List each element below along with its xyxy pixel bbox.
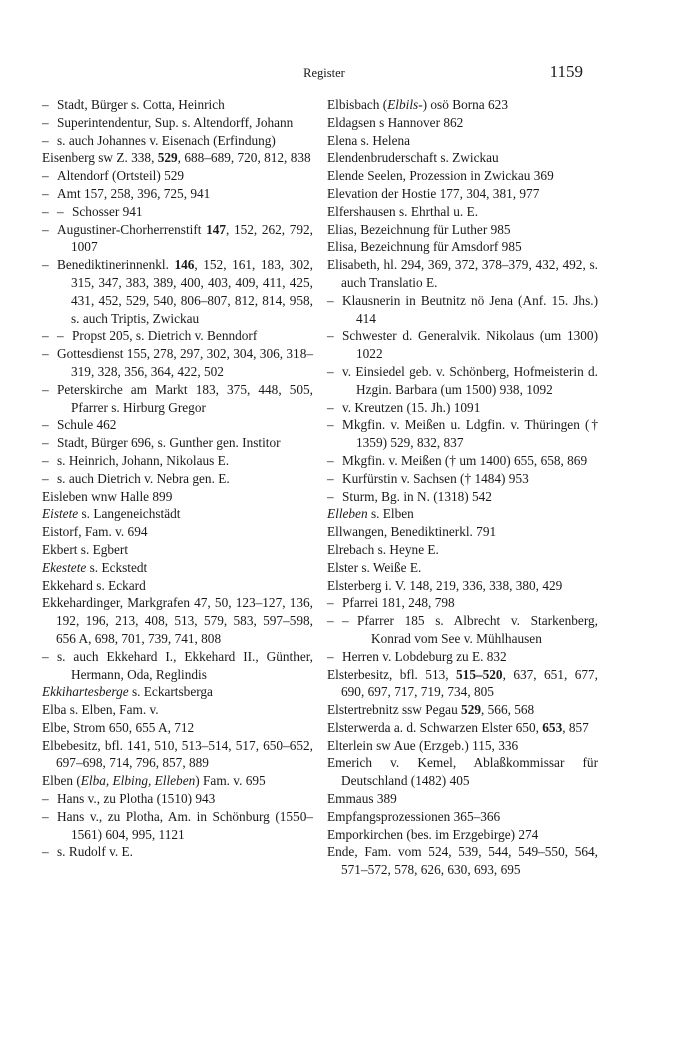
index-subentry — [327, 416, 598, 452]
index-subentry — [42, 434, 313, 452]
index-subentry — [42, 470, 313, 488]
entry-text: Elterlein sw Aue (Erzgeb.) 115, 336 — [327, 737, 519, 753]
entry-text: Emporkirchen (bes. im Erzgebirge) 274 — [327, 826, 539, 842]
subentry-dash: – — [327, 417, 334, 433]
index-entry — [327, 203, 598, 221]
entry-text: Stadt, Bürger s. Cotta, Heinrich — [57, 97, 225, 112]
index-entry — [42, 701, 313, 719]
entry-text: Elevation der Hostie 177, 304, 381, 977 — [327, 185, 540, 201]
entry-text: , 637, 651, 677, 690, 697, 717, 719, 734, 805 — [341, 666, 598, 700]
index-subentry — [42, 452, 313, 470]
index-subentry — [327, 612, 598, 648]
index-subentry — [327, 327, 598, 363]
index-entry — [42, 683, 313, 701]
entry-text: v. Kreutzen (15. Jh.) 1091 — [342, 399, 481, 415]
entry-text: Amt 157, 258, 396, 725, 941 — [57, 185, 211, 201]
entry-text: Ekbert s. Egbert — [42, 541, 129, 557]
entry-text: Schwester d. Generalvik. Nikolaus (um 1300) 1022 — [342, 328, 598, 362]
index-subentry — [42, 203, 313, 221]
entry-text: s. auch Johannes v. Eisenach (Erfindung) — [57, 132, 276, 148]
entry-text: ) osö Borna 623 — [422, 97, 508, 112]
index-subentry — [327, 399, 598, 417]
subentry-dash: – — [42, 132, 49, 148]
index-subentry — [42, 345, 313, 381]
index-entry — [42, 149, 313, 167]
index-entry — [327, 577, 598, 595]
entry-text: Hans v., zu Plotha (1510) 943 — [57, 791, 216, 807]
bold-reference: 529 — [461, 702, 481, 718]
entry-text: Hans v., zu Plotha, Am. in Schönburg (1550–1561) 604, 995, 1121 — [57, 808, 313, 842]
entry-text: Elbisbach ( — [327, 97, 388, 112]
entry-text: Ende, Fam. vom 524, 539, 544, 549–550, 564, 571–572, 578, 626, 630, 693, 695 — [327, 844, 598, 878]
index-entry — [327, 843, 598, 879]
bold-reference: 653 — [542, 719, 563, 735]
entry-text: Klausnerin in Beutnitz nö Jena (Anf. 15. Jhs.) 414 — [342, 292, 598, 326]
subentry-dash: – — [42, 470, 49, 486]
entry-text: Propst 205, s. Dietrich v. Benndorf — [72, 328, 258, 344]
subentry-dash: – — [57, 328, 64, 344]
index-entry — [42, 559, 313, 577]
subentry-dash: – — [42, 417, 49, 433]
entry-text: Elende Seelen, Prozession in Zwickau 369 — [327, 168, 554, 184]
index-subentry — [327, 470, 598, 488]
subentry-dash: – — [42, 168, 49, 184]
index-entry — [327, 523, 598, 541]
index-entry — [42, 505, 313, 523]
subentry-dash: – — [327, 470, 334, 486]
entry-text: Ekkehard s. Eckard — [42, 577, 146, 593]
entry-text: Elisabeth, hl. 294, 369, 372, 378–379, 432, 492, s. auch Translatio E. — [327, 257, 598, 290]
index-subentry — [327, 594, 598, 612]
subentry-dash: – — [42, 844, 49, 860]
subentry-dash: – — [42, 221, 49, 237]
entry-text: ) Fam. v. 695 — [195, 773, 266, 789]
italic-term: Ekestete — [42, 559, 87, 575]
index-entry — [42, 541, 313, 559]
entry-text: Elsterwerda a. d. Schwarzen Elster 650, — [327, 719, 543, 735]
running-head: Register — [303, 66, 345, 80]
entry-text: s. auch Dietrich v. Nebra gen. E. — [57, 470, 230, 486]
entry-text: Emerich v. Kemel, Ablaßkommissar für Deutschland (1482) 405 — [327, 755, 598, 789]
entry-text: Elbebesitz, bfl. 141, 510, 513–514, 517, 650–652, 697–698, 714, 796, 857, 889 — [42, 737, 313, 771]
subentry-dash: – — [42, 203, 49, 219]
bold-reference: 147 — [206, 221, 227, 237]
entry-text: Mkgfin. v. Meißen († um 1400) 655, 658, 869 — [342, 452, 588, 468]
index-entry — [42, 523, 313, 541]
index-entry — [327, 541, 598, 559]
entry-text: Benediktinerinnenkl. — [57, 257, 175, 273]
entry-text: Augustiner-Chorherrenstift — [57, 221, 207, 237]
subentry-dash: – — [327, 452, 334, 468]
entry-text: Eisleben wnw Halle 899 — [42, 488, 173, 504]
bold-reference: 529 — [157, 150, 178, 166]
entry-text: s. Elben — [367, 506, 414, 522]
index-entry — [327, 808, 598, 826]
index-entry — [327, 790, 598, 808]
index-subentry — [42, 416, 313, 434]
page-number: 1159 — [549, 62, 583, 81]
entry-text: s. Rudolf v. E. — [57, 844, 133, 860]
entry-text: v. Einsiedel geb. v. Schönberg, Hofmeisterin d. Hzgin. Barbara (um 1500) 938, 1092 — [342, 363, 598, 397]
italic-term: Eistete — [42, 506, 79, 522]
index-subentry — [42, 96, 313, 114]
index-subentry — [42, 381, 313, 417]
subentry-dash: – — [342, 613, 349, 629]
entry-text: , 152, 262, 792, 1007 — [71, 221, 313, 255]
entry-text: Elias, Bezeichnung für Luther 985 — [327, 221, 511, 237]
subentry-dash: – — [327, 595, 334, 611]
index-entry — [327, 149, 598, 167]
subentry-dash: – — [42, 452, 49, 468]
bold-reference: 515–520 — [456, 666, 503, 682]
entry-text: , 857 — [562, 719, 589, 735]
entry-text: Stadt, Bürger 696, s. Gunther gen. Institor — [57, 435, 281, 451]
index-entry — [327, 826, 598, 844]
entry-text: Pfarrer 185 s. Albrecht v. Starkenberg, Konrad vom See v. Mühlhausen — [357, 613, 598, 646]
italic-term: Ekkihartesberge — [42, 684, 129, 700]
subentry-dash: – — [42, 257, 49, 273]
index-subentry — [42, 808, 313, 844]
italic-term: Elleben — [327, 506, 368, 522]
entry-text: Ellwangen, Benediktinerkl. 791 — [327, 524, 497, 540]
index-entry — [327, 114, 598, 132]
entry-text: s. auch Ekkehard I., Ekkehard II., Günther, Hermann, Oda, Reglindis — [57, 648, 313, 682]
subentry-dash: – — [42, 346, 49, 362]
entry-text: Pfarrei 181, 248, 798 — [342, 595, 455, 611]
entry-text: Elsterberg i. V. 148, 219, 336, 338, 380, 429 — [327, 577, 563, 593]
index-entry — [327, 132, 598, 150]
entry-text: Mkgfin. v. Meißen u. Ldgfin. v. Thüringen († 1359) 529, 832, 837 — [342, 417, 598, 451]
index-entry — [327, 167, 598, 185]
subentry-dash: – — [327, 488, 334, 504]
entry-text: Elendenbruderschaft s. Zwickau — [327, 150, 499, 166]
index-entry — [327, 256, 598, 292]
entry-text: Emmaus 389 — [327, 791, 397, 807]
entry-text: , 688–689, 720, 812, 838 — [177, 150, 311, 166]
subentry-dash: – — [42, 97, 49, 112]
index-entry — [327, 701, 598, 719]
index-subentry — [42, 221, 313, 257]
entry-text: Eisenberg sw Z. 338, — [42, 150, 158, 166]
subentry-dash: – — [327, 328, 334, 344]
index-subentry — [42, 132, 313, 150]
index-subentry — [327, 363, 598, 399]
entry-text: Elfershausen s. Ehrthal u. E. — [327, 203, 479, 219]
entry-text: Elbe, Strom 650, 655 A, 712 — [42, 719, 195, 735]
subentry-dash: – — [42, 808, 49, 824]
subentry-dash: – — [327, 363, 334, 379]
index-entry — [42, 719, 313, 737]
entry-text: Eistorf, Fam. v. 694 — [42, 524, 148, 540]
index-entry — [327, 238, 598, 256]
index-entry — [327, 666, 598, 702]
subentry-dash: – — [42, 328, 49, 344]
index-column-left — [42, 96, 313, 861]
index-column-right — [327, 96, 598, 879]
index-entry — [327, 719, 598, 737]
index-entry — [327, 737, 598, 755]
index-entry — [327, 559, 598, 577]
index-subentry — [42, 114, 313, 132]
index-entry — [42, 594, 313, 647]
index-entry — [327, 754, 598, 790]
index-entry — [327, 96, 598, 114]
subentry-dash: – — [42, 381, 49, 397]
italic-term: Elba, Elbing, Elleben — [80, 773, 196, 789]
entry-text: Herren v. Lobdeburg zu E. 832 — [342, 648, 507, 664]
index-subentry — [42, 256, 313, 327]
entry-text: Superintendentur, Sup. s. Altendorff, Johann — [57, 114, 294, 130]
entry-text: Schosser 941 — [72, 203, 143, 219]
entry-text: Ekkehardinger, Markgrafen 47, 50, 123–127, 136, 192, 196, 213, 408, 513, 579, 583, 597–598, 656 A, 698, 701, 739, 741, 808 — [42, 595, 313, 646]
entry-text: Elstertrebnitz ssw Pegau — [327, 702, 462, 718]
index-subentry — [327, 648, 598, 666]
entry-text: Elsterbesitz, bfl. 513, — [327, 666, 457, 682]
index-subentry — [327, 452, 598, 470]
subentry-dash: – — [42, 791, 49, 807]
entry-text: , 152, 161, 183, 302, 315, 347, 383, 389, 400, 403, 409, 411, 425, 431, 452, 529, 540, 806–807, 812, 814, 958, s. auch Triptis, Zwickau — [71, 257, 313, 326]
entry-text: Schule 462 — [57, 417, 117, 433]
entry-text: s. Eckstedt — [86, 559, 148, 575]
italic-term: Elbils- — [387, 97, 423, 112]
bold-reference: 146 — [174, 257, 195, 273]
entry-text: Elisa, Bezeichnung für Amsdorf 985 — [327, 239, 522, 255]
index-entry — [42, 577, 313, 595]
subentry-dash: – — [42, 648, 49, 664]
subentry-dash: – — [57, 203, 64, 219]
entry-text: s. Heinrich, Johann, Nikolaus E. — [57, 452, 230, 468]
entry-text: , 566, 568 — [481, 702, 535, 718]
entry-text: Kurfürstin v. Sachsen († 1484) 953 — [342, 470, 529, 486]
index-subentry — [42, 167, 313, 185]
index-entry — [327, 505, 598, 523]
entry-text: Elena s. Helena — [327, 132, 411, 148]
entry-text: Peterskirche am Markt 183, 375, 448, 505, Pfarrer s. Hirburg Gregor — [57, 381, 313, 415]
entry-text: s. Eckartsberga — [128, 684, 213, 700]
entry-text: Gottesdienst 155, 278, 297, 302, 304, 306, 318–319, 328, 356, 364, 422, 502 — [57, 346, 313, 379]
subentry-dash: – — [327, 613, 334, 629]
subentry-dash: – — [327, 292, 334, 308]
entry-text: Empfangsprozessionen 365–366 — [327, 808, 501, 824]
index-entry — [327, 221, 598, 239]
index-subentry — [327, 292, 598, 328]
index-subentry — [42, 790, 313, 808]
subentry-dash: – — [327, 399, 334, 415]
entry-text: Altendorf (Ortsteil) 529 — [57, 168, 185, 184]
index-entry — [42, 737, 313, 773]
index-subentry — [42, 327, 313, 345]
index-subentry — [42, 843, 313, 861]
subentry-dash: – — [327, 648, 334, 664]
entry-text: Elster s. Weiße E. — [327, 559, 422, 575]
index-subentry — [327, 488, 598, 506]
subentry-dash: – — [42, 185, 49, 201]
entry-text: Sturm, Bg. in N. (1318) 542 — [342, 488, 492, 504]
entry-text: Eldagsen s Hannover 862 — [327, 114, 464, 130]
entry-text: s. Langeneichstädt — [78, 506, 181, 522]
page-header — [0, 62, 700, 86]
entry-text: Elben ( — [42, 773, 81, 789]
index-subentry — [42, 185, 313, 203]
index-entry — [327, 185, 598, 203]
entry-text: Elrebach s. Heyne E. — [327, 541, 439, 557]
subentry-dash: – — [42, 435, 49, 451]
index-subentry — [42, 648, 313, 684]
subentry-dash: – — [42, 114, 49, 130]
entry-text: Elba s. Elben, Fam. v. — [42, 702, 159, 718]
index-entry — [42, 488, 313, 506]
index-entry — [42, 772, 313, 790]
